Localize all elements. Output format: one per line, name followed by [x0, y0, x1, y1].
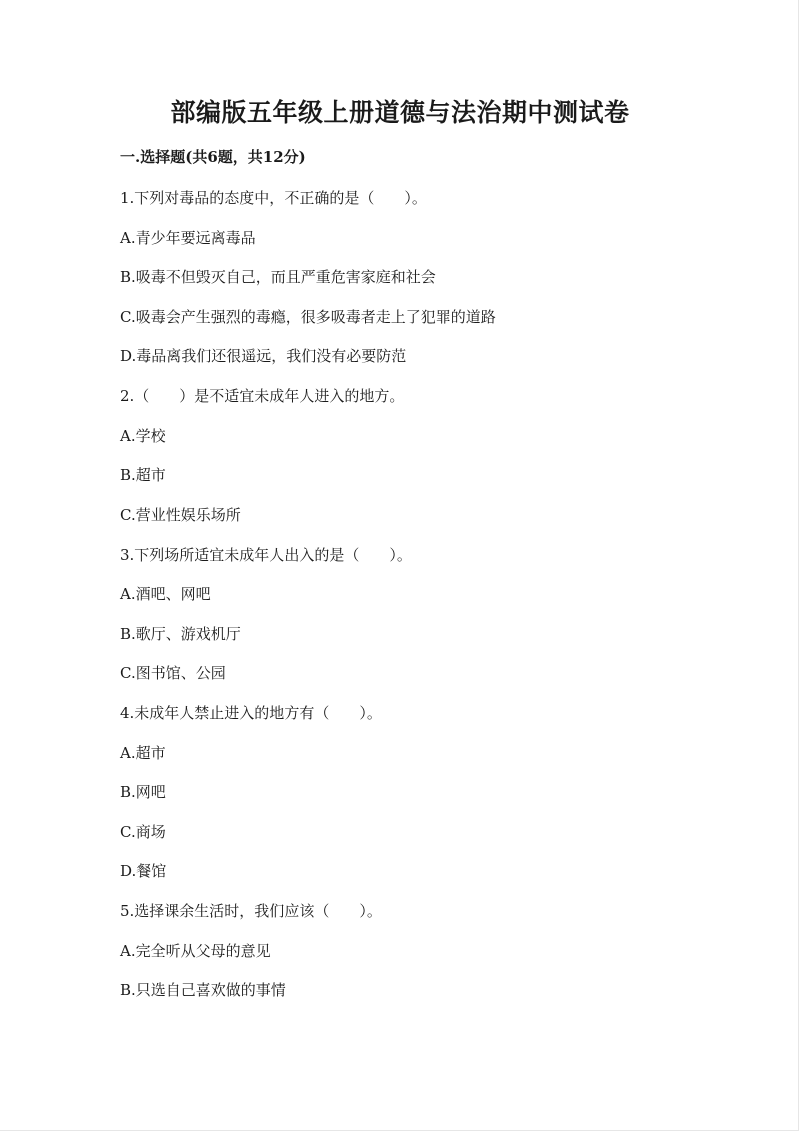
question-2-option-c: C.营业性娱乐场所: [120, 506, 241, 524]
question-3: 3.下列场所适宜未成年人出入的是（ ）。: [120, 546, 412, 564]
question-2: 2.（ ）是不适宜未成年人进入的地方。: [120, 387, 405, 405]
question-3-option-b: B.歌厅、游戏机厅: [120, 625, 241, 643]
question-2-option-a: A.学校: [120, 427, 166, 445]
question-1-option-c: C.吸毒会产生强烈的毒瘾，很多吸毒者走上了犯罪的道路: [120, 308, 496, 326]
question-4-option-b: B.网吧: [120, 783, 166, 801]
question-4-option-d: D.餐馆: [120, 862, 167, 880]
section-heading: 一.选择题(共6题，共12分): [120, 148, 306, 166]
document-title: 部编版五年级上册道德与法治期中测试卷: [170, 98, 630, 127]
question-5-option-a: A.完全听从父母的意见: [120, 942, 271, 960]
question-1-option-d: D.毒品离我们还很遥远，我们没有必要防范: [120, 347, 407, 365]
question-1: 1.下列对毒品的态度中，不正确的是（ ）。: [120, 189, 427, 207]
question-2-option-b: B.超市: [120, 466, 166, 484]
question-4-option-c: C.商场: [120, 823, 166, 841]
question-1-option-b: B.吸毒不但毁灭自己，而且严重危害家庭和社会: [120, 268, 436, 286]
question-3-option-c: C.图书馆、公园: [120, 664, 226, 682]
question-3-option-a: A.酒吧、网吧: [120, 585, 211, 603]
question-5: 5.选择课余生活时，我们应该（ ）。: [120, 902, 382, 920]
question-4-option-a: A.超市: [120, 744, 166, 762]
question-5-option-b: B.只选自己喜欢做的事情: [120, 981, 286, 999]
question-1-option-a: A.青少年要远离毒品: [120, 229, 256, 247]
question-4: 4.未成年人禁止进入的地方有（ ）。: [120, 704, 382, 722]
